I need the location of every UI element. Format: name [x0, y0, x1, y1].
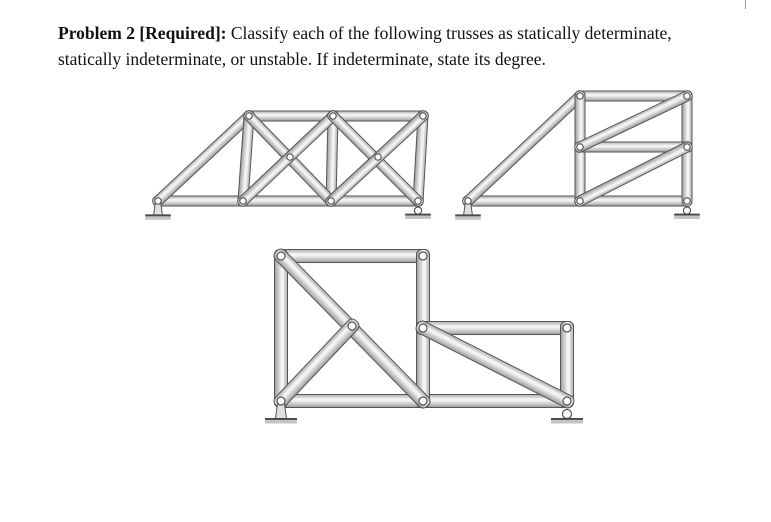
roller-wheel [414, 207, 421, 214]
problem-heading: Problem 2 [Required]: [58, 23, 227, 43]
roller-support [405, 207, 431, 219]
pin-joint [277, 397, 285, 405]
truss-a [145, 109, 431, 220]
ground-shade [551, 420, 583, 424]
pin-joint [328, 198, 334, 204]
ground-shade [405, 215, 431, 219]
ground-shade [145, 216, 171, 220]
member-highlight [581, 148, 688, 202]
pin-joint [465, 198, 471, 204]
pin-joint [419, 397, 427, 405]
pin-joint [577, 198, 583, 204]
pin-joint [420, 113, 426, 119]
roller-wheel [563, 410, 572, 419]
truss-member [275, 250, 430, 263]
member-bar [153, 196, 423, 206]
pin-joint [155, 198, 161, 204]
truss-member [461, 89, 587, 208]
member-bar [275, 250, 430, 263]
pin-joint [577, 93, 583, 99]
roller-support [551, 410, 583, 424]
truss-c [265, 247, 583, 424]
ground-shade [674, 215, 700, 219]
pin-joint [375, 154, 381, 160]
pin-joint [330, 113, 336, 119]
pin-joint [563, 397, 571, 405]
roller-wheel [683, 207, 690, 214]
member-bar [275, 250, 288, 408]
pin-joint [240, 198, 246, 204]
pin-joint [287, 154, 293, 160]
pin-joint [348, 322, 356, 330]
truss-member [153, 196, 423, 206]
pin-joint [419, 324, 427, 332]
truss-member [275, 250, 288, 408]
pin-joint [684, 144, 690, 150]
pin-joint [684, 93, 690, 99]
member-highlight [157, 115, 248, 200]
member-highlight [579, 95, 686, 146]
pin-joint [246, 113, 252, 119]
ground-shade [265, 420, 297, 424]
pin-joint [277, 252, 285, 260]
ground-shade [455, 216, 481, 220]
truss-b [455, 89, 700, 220]
pin-joint [419, 252, 427, 260]
roller-support [674, 207, 700, 219]
problem-body-line1: Classify each of the following trusses as statically determinate, [230, 23, 672, 43]
pin-joint [577, 144, 583, 150]
member-highlight [467, 95, 579, 200]
member-highlight [280, 325, 351, 400]
problem-body-line2: statically indeterminate, or unstable. If indeterminate, state its degree. [58, 49, 546, 69]
pin-joint [415, 198, 421, 204]
member-highlight [424, 327, 568, 400]
pin-joint [684, 198, 690, 204]
pin-joint [563, 324, 571, 332]
